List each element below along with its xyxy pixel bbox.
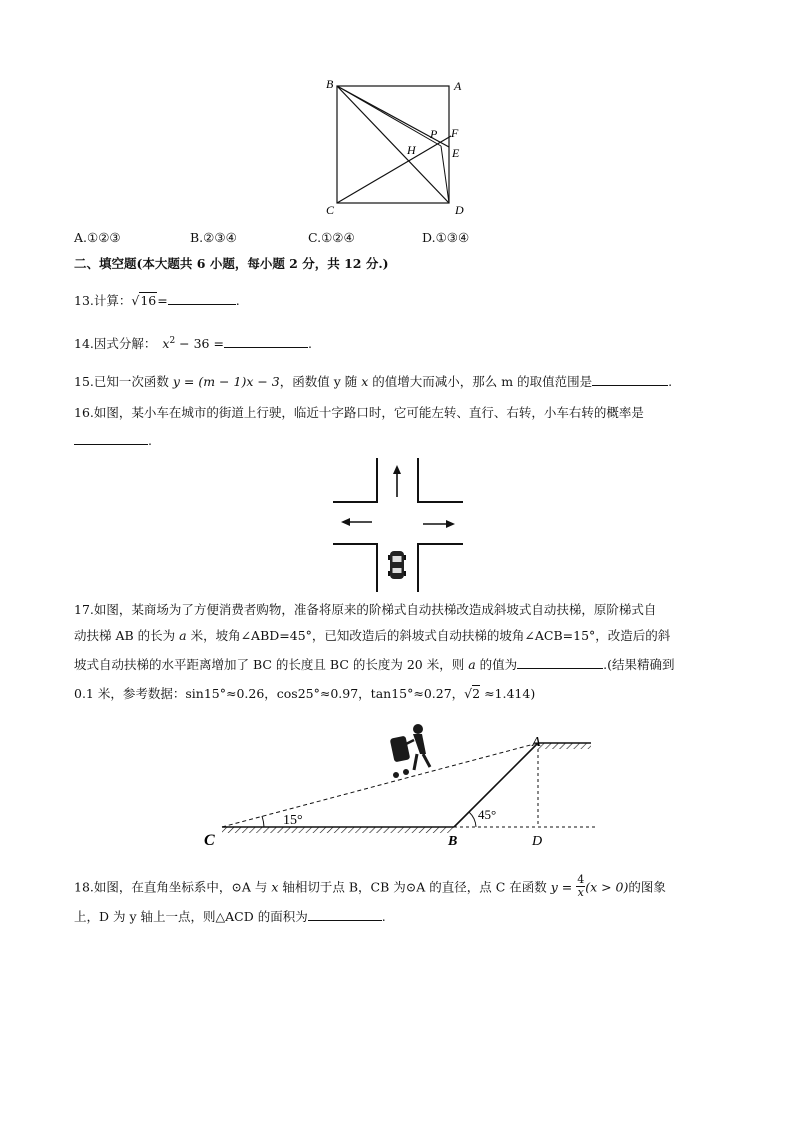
- label-A: A: [454, 79, 462, 93]
- q17-line2-b: 米，坡角∠ABD=45°，已知改造后的斜坡式自动扶梯的坡角∠ACB=15°，改造后的斜: [186, 628, 671, 643]
- q18-func-den: x: [577, 885, 584, 899]
- option-a: [74, 232, 121, 245]
- label-C: C: [326, 203, 335, 217]
- q18-func-cond: (x > 0): [585, 879, 629, 895]
- question-15: [74, 373, 724, 389]
- option-a-value: ①②③: [87, 230, 121, 245]
- option-c-value: ①②④: [321, 230, 355, 245]
- ramp-label-B: B: [448, 834, 458, 849]
- q17-sqrt-symbol: √: [464, 686, 473, 701]
- ramp-label-A: A: [532, 735, 541, 750]
- crossroad-figure: [330, 455, 466, 595]
- question-17-line2: [74, 630, 724, 643]
- q13-prefix: 13.计算：: [74, 293, 132, 308]
- q17-line2-var: a: [179, 628, 187, 643]
- option-b-letter: B.: [190, 230, 204, 245]
- q14-end: .: [307, 336, 312, 351]
- shopper-icon: [390, 724, 430, 778]
- q18-line2: 上，D 为 y 轴上一点，则△ACD 的面积为: [74, 909, 308, 924]
- question-14: [74, 335, 724, 351]
- option-d-value: ①③④: [435, 230, 470, 245]
- ramp-label-D: D: [532, 834, 543, 849]
- option-d-letter: D.: [422, 230, 436, 245]
- ramp-figure: [198, 720, 608, 850]
- q15-function: y = (m − 1)x − 3: [172, 374, 280, 389]
- ramp-angle-45: 45°: [478, 807, 497, 822]
- q16-end: .: [148, 433, 152, 448]
- q18-line1-a: 18.如图，在直角坐标系中，⊙A 与: [74, 879, 272, 895]
- question-17-line1: 17.如图，某商场为了方便消费者购物，准备将原来的阶梯式自动扶梯改造成斜坡式自动扶梯，原阶梯式自: [74, 602, 657, 617]
- q17-line2-a: 动扶梯 AB 的长为: [74, 628, 180, 643]
- label-D: D: [455, 203, 464, 217]
- q18-line1-x: x: [271, 879, 279, 895]
- q14-exp: 2: [169, 335, 176, 346]
- q14-answer-blank[interactable]: [224, 335, 308, 348]
- q17-line3-end: .(结果精确到: [603, 657, 675, 672]
- section2-title: 二、填空题(本大题共 6 小题，每小题 2 分，共 12 分.): [74, 256, 389, 271]
- ramp-label-C: C: [204, 832, 215, 849]
- question-17-line4: [74, 688, 724, 701]
- q13-equals: =: [157, 293, 168, 308]
- q17-line3-var: a: [468, 657, 476, 672]
- option-b: [190, 232, 237, 245]
- q13-end: .: [235, 293, 240, 308]
- question-18-line1: [74, 873, 724, 900]
- q17-line3-b: 的值为: [475, 657, 518, 672]
- q15-suffix: 的值增大而减小，那么 m 的取值范围是: [368, 374, 593, 389]
- label-E: E: [452, 146, 460, 160]
- q17-line4-b: ≈1.414): [480, 686, 536, 701]
- q18-line1-b: 轴相切于点 B，CB 为⊙A 的直径，点 C 在函数: [278, 879, 551, 895]
- q18-end: .: [381, 909, 386, 924]
- q15-end: .: [668, 374, 673, 389]
- label-B: B: [326, 77, 334, 91]
- option-a-letter: A.: [74, 230, 88, 245]
- car-icon: [388, 551, 406, 579]
- label-P: P: [430, 127, 438, 141]
- square-figure: [320, 70, 480, 220]
- q18-func-y: y: [550, 879, 558, 895]
- q18-func-num: 4: [577, 873, 585, 886]
- q13-answer-blank[interactable]: [168, 292, 236, 305]
- question-16-line1: 16.如图，某小车在城市的街道上行驶，临近十字路口时，它可能左转、直行、右转，小车右转的概率是: [74, 405, 644, 420]
- q14-prefix: 14.因式分解：: [74, 336, 157, 351]
- question-17-line3: [74, 656, 724, 672]
- q15-prefix: 15.已知一次函数: [74, 374, 173, 389]
- question-13: [74, 292, 724, 308]
- q13-radicand: 16: [140, 293, 157, 308]
- q17-line4-a: 0.1 米，参考数据：sin15°≈0.26，cos25°≈0.97，tan15°≈0.27，: [74, 686, 465, 701]
- q14-x: x: [162, 336, 170, 351]
- q17-line4-sqrt: 2: [472, 686, 481, 701]
- q14-rest: − 36 =: [175, 336, 224, 351]
- q18-answer-blank[interactable]: [308, 908, 382, 921]
- option-d: [422, 232, 469, 245]
- q15-x: x: [361, 374, 369, 389]
- q18-line1-c: 的图象: [628, 879, 666, 895]
- question-16-line2: [74, 432, 724, 448]
- option-c-letter: C.: [308, 230, 322, 245]
- label-F: F: [451, 126, 459, 140]
- question-18-line2: [74, 908, 724, 924]
- q17-line3-a: 坡式自动扶梯的水平距离增加了 BC 的长度且 BC 的长度为 20 米，则: [74, 657, 469, 672]
- ramp-angle-15: 15°: [283, 813, 303, 828]
- q15-mid: ，函数值 y 随: [279, 374, 362, 389]
- option-b-value: ②③④: [203, 230, 237, 245]
- option-c: [308, 232, 355, 245]
- q15-answer-blank[interactable]: [592, 373, 668, 386]
- q18-fraction: [576, 874, 585, 898]
- label-H: H: [407, 143, 416, 157]
- q13-sqrt-symbol: √: [131, 293, 140, 308]
- q18-func-eq: =: [557, 879, 577, 895]
- q16-answer-blank[interactable]: [74, 432, 148, 445]
- q17-answer-blank[interactable]: [517, 656, 603, 669]
